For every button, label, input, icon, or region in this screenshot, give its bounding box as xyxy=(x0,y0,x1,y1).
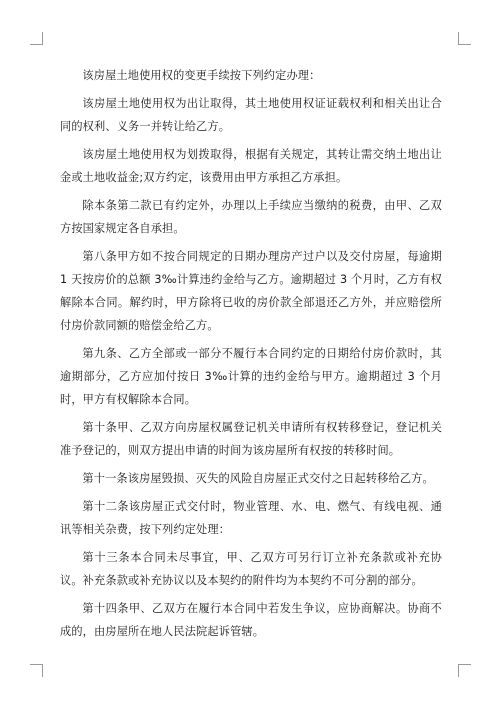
paragraph-article-11: 第十一条该房屋毁损、灭失的风险自房屋正式交付之日起转移给乙方。 xyxy=(82,472,434,485)
crop-mark-bottom-left xyxy=(30,664,43,677)
paragraph-allocation: 该房屋土地使用权为划拨取得，根据有关规定，其转让需交纳土地出让金或土地收益金;双方约定，该费用由甲方承担乙方承担。 xyxy=(60,148,442,184)
crop-mark-top-left xyxy=(30,32,43,45)
paragraph-article-9: 第九条、乙方全部或一部分不履行本合同约定的日期给付房价款时，其逾期部分，乙方应加付按日 3‰计算的违约金给与甲方。逾期超过 3 个月时，甲方有权解除本合同。 xyxy=(60,347,442,406)
paragraph-taxes: 除本条第二款已有约定外，办理以上手续应当缴纳的税费，由甲、乙双方按国家规定各自承担。 xyxy=(60,199,442,235)
paragraph-article-12: 第十二条该房屋正式交付时，物业管理、水、电、燃气、有线电视、通讯等相关杂费，按下列约定处理： xyxy=(60,500,442,536)
paragraph-transfer-grant: 该房屋土地使用权为出让取得，其土地使用权证证载权利和相关出让合同的权利、义务一并转让给乙方。 xyxy=(60,97,442,133)
paragraph-land-use-procedure: 该房屋土地使用权的变更手续按下列约定办理： xyxy=(82,69,321,82)
paragraph-article-8: 第八条甲方如不按合同规定的日期办理房产过户以及交付房屋，每逾期 1 天按房价的总额 3‰计算违约金给与乙方。逾期超过 3 个月时，乙方有权解除本合同。解约时，甲方除将已收的房价款全部退还乙方外，并应赔偿所付房价款同额的赔偿金给乙方。 xyxy=(60,250,442,332)
paragraph-article-10: 第十条甲、乙双方向房屋权属登记机关申请所有权转移登记，登记机关准予登记的，则双方提出申请的时间为该房屋所有权按的转移时间。 xyxy=(60,421,442,457)
document-body xyxy=(60,64,442,648)
paragraph-article-13: 第十三条本合同未尽事宜，甲、乙双方可另行订立补充条款或补充协议。补充条款或补充协议以及本契约的附件均为本契约不可分割的部分。 xyxy=(60,551,442,587)
crop-mark-bottom-right xyxy=(458,664,471,677)
crop-mark-top-right xyxy=(458,32,471,45)
paragraph-article-14: 第十四条甲、乙双方在履行本合同中若发生争议，应协商解决。协商不成的，由房屋所在地人民法院起诉管辖。 xyxy=(60,602,442,638)
